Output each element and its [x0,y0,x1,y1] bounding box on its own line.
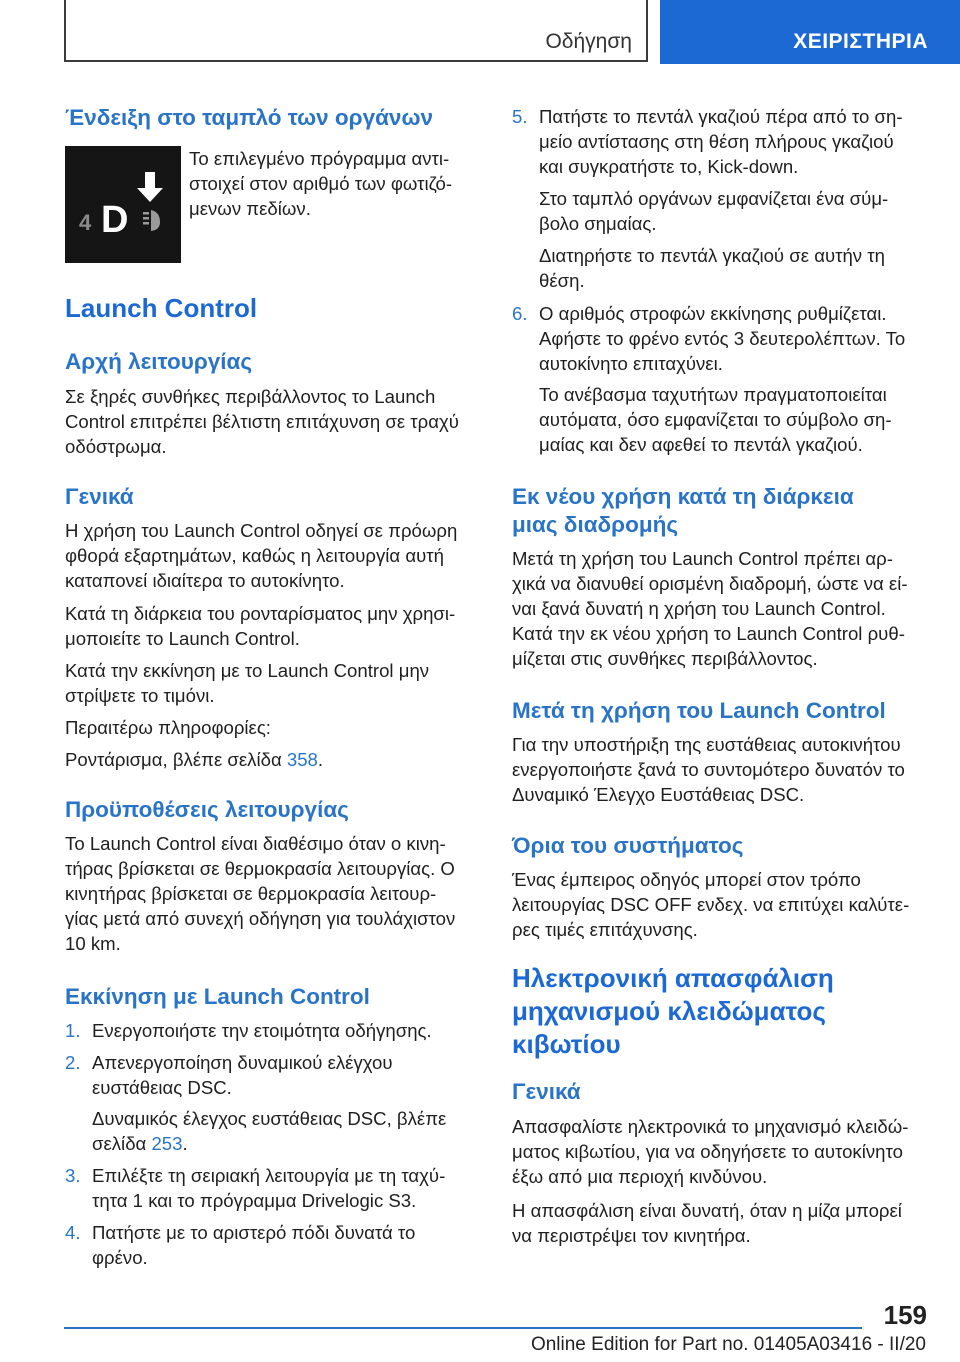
general-paragraph-3: Κατά την εκκίνηση με το Launch Control μην στρίψετε το τιμόνι. [65,660,430,706]
header-chapter-label: ΧΕΙΡΙΣΤΗΡΙΑ [793,30,928,53]
page-link-253[interactable]: 253 [151,1133,183,1154]
heading-general-2: Γενικά [512,1079,581,1104]
heading-start: Εκκίνηση με Launch Control [65,984,370,1009]
footer-edition: Online Edition for Part no. 01405A03416 - II/20 [530,1334,926,1355]
reuse-text: Μετά τη χρήση του Launch Control πρέπει αρ- χικά να διανυθεί ορισμένη διαδρομή, ώστε να εί- ναι ξανά δυνατή η χρήση του Launch Control. Κατά την εκ νέου χρήση το Launch Control ρυθ- μίζεται στις συνθήκες περιβάλλοντος. [512,548,908,669]
step-6-note: Το ανέβασμα ταχυτήτων πραγματοποιείται αυτόματα, όσο εμφανίζεται το σύμβολο ση- μαίας και δεν αφεθεί το πεντάλ γκαζιού. [539,384,892,455]
header-section-label: Οδήγηση [545,30,632,53]
unlock-paragraph-1: Απασφαλίστε ηλεκτρονικά το μηχανισμό κλειδώ- ματος κιβωτίου, για να οδηγήσετε το αυτοκίνητο έξω από μια περιοχή κινδύνου. [512,1116,909,1187]
page-number: 159 [883,1300,927,1330]
heading-electronic-unlock: Ηλεκτρονική απασφάλιση μηχανισμού κλειδώματος κιβωτίου [512,963,834,1059]
step-5: 5. Πατήστε το πεντάλ γκαζιού πέρα από το ση- μείο αντίστασης στη θέση πλήρους γκαζιού και συγκρατήστε το, Kick-down. [512,106,903,177]
footer-divider [64,1327,862,1329]
header-chapter-tab [660,0,960,64]
step-1: 1. Ενεργοποιήστε την ετοιμότητα οδήγησης. [65,1020,432,1041]
page-link-358[interactable]: 358 [286,749,318,770]
heading-system-limits: Όρια του συστήματος [512,833,744,858]
icon-letter: D [101,199,129,241]
step-6: 6. Ο αριθμός στροφών εκκίνησης ρυθμίζεται. Αφήστε το φρένο εντός 3 δευτερολέπτων. Το αυτοκίνητο επιταχύνει. [512,303,906,374]
heading-reuse: Εκ νέου χρήση κατά τη διάρκεια μιας διαδρομής [512,484,854,537]
downshift-arrow-icon [137,172,163,202]
cluster-description: Το επιλεγμένο πρόγραμμα αντι- στοιχεί στον αριθμό των φωτιζό- μενων πεδίων. [189,148,453,219]
step-2-note: Δυναμικός έλεγχος ευστάθειας DSC, βλέπε σελίδα 253. [92,1108,447,1154]
principle-text: Σε ξηρές συνθήκες περιβάλλοντος το Launch Control επιτρέπει βέλτιστη επιτάχυνση σε τραχύ οδόστρωμα. [65,386,459,457]
header-section-tab [64,0,648,62]
heading-prerequisites: Προϋποθέσεις λειτουργίας [65,797,349,822]
system-limits-text: Ένας έμπειρος οδηγός μπορεί στον τρόπο λειτουργίας DSC OFF ενδεχ. να επιτύχει καλύτε- ρες τιμές επιτάχυνσης. [512,869,910,940]
unlock-paragraph-2: Η απασφάλιση είναι δυνατή, όταν η μίζα μπορεί να περιστρέψει τον κινητήρα. [512,1200,902,1246]
icon-number: 4 [79,210,92,235]
after-use-text: Για την υποστήριξη της ευστάθειας αυτοκινήτου ενεργοποιήστε ξανά το συντομότερο δυνατόν το Δυναμικό Έλεγχο Ευστάθειας DSC. [512,734,905,805]
heading-after-use: Μετά τη χρήση του Launch Control [512,698,886,723]
step-3: 3. Επιλέξτε τη σειριακή λειτουργία με τη ταχύ- τητα 1 και το πρόγραμμα Drivelogic S3. [65,1165,446,1211]
step-4: 4. Πατήστε με το αριστερό πόδι δυνατά το φρένο. [65,1222,416,1268]
general-paragraph-2: Κατά τη διάρκεια του ρονταρίσματος μην χρησι- μοποιείτε το Launch Control. [65,603,456,649]
general-paragraph-5: Ροντάρισμα, βλέπε σελίδα 358. [65,749,324,770]
general-paragraph-4: Περαιτέρω πληροφορίες: [65,717,271,738]
step-5-note-2: Διατηρήστε το πεντάλ γκαζιού σε αυτήν τη θέση. [539,245,885,291]
prerequisites-text: Το Launch Control είναι διαθέσιμο όταν ο κινη- τήρας βρίσκεται σε θερμοκρασία λειτουργίας. Ο κινητήρας βρίσκεται σε θερμοκρασία λειτουρ- γίας μετά από συνεχή οδήγηση για τουλάχιστον 10 km. [65,833,456,954]
heading-launch-control: Launch Control [65,293,258,323]
step-2: 2. Απενεργοποίηση δυναμικού ελέγχου ευστάθειας DSC. [65,1052,393,1098]
drivelogic-4d-icon [65,146,181,263]
heading-principle: Αρχή λειτουργίας [65,349,253,374]
heading-instrument-cluster: Ένδειξη στο ταμπλό των οργάνων [65,105,433,130]
heading-general: Γενικά [65,484,134,509]
step-5-note-1: Στο ταμπλό οργάνων εμφανίζεται ένα σύμ- βολο σημαίας. [539,188,889,234]
general-paragraph-1: Η χρήση του Launch Control οδηγεί σε πρόωρη φθορά εξαρτημάτων, καθώς η λειτουργία αυτή καταπονεί ιδιαίτερα το αυτοκίνητο. [65,520,458,591]
